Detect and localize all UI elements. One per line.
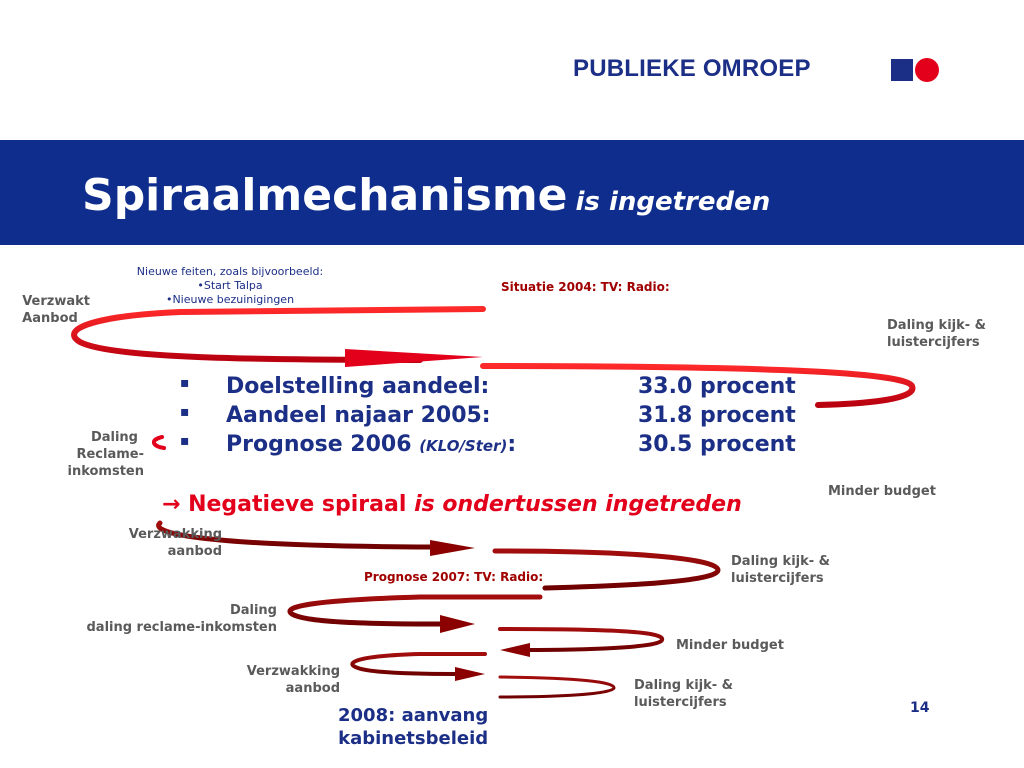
label-daling-kijk-2	[731, 553, 830, 587]
label-line: aanbod	[167, 544, 222, 559]
label-line: aanbod	[285, 681, 340, 696]
negative-italic: is ondertussen ingetreden	[414, 492, 742, 517]
label-line: Daling kijk- &	[887, 318, 987, 333]
spiral-2-arrowhead	[430, 540, 475, 556]
label-line: kabinetsbeleid	[338, 728, 489, 749]
bullet-icon: ▪	[180, 375, 190, 391]
spiral-3-arrowhead	[455, 667, 485, 681]
label-line: Daling	[90, 430, 138, 445]
kabinet-label	[338, 704, 488, 750]
label-line: luistercijfers	[887, 335, 980, 350]
bullet-value: 31.8 procent	[638, 403, 796, 428]
bullet-icon: ▪	[180, 433, 190, 449]
bullet-label-extra: (KLO/Ster)	[419, 437, 508, 455]
label-minder-budget-1: Minder budget	[828, 484, 936, 499]
label-daling-kijk-1	[887, 317, 986, 351]
bullet-row	[172, 374, 822, 403]
note-item: •Start Talpa	[197, 279, 263, 292]
bullet-label: Doelstelling aandeel:	[226, 374, 490, 399]
label-line: inkomsten	[67, 464, 144, 479]
bullet-list	[172, 374, 822, 461]
bullet-label: Aandeel najaar 2005:	[226, 403, 491, 428]
label-line: luistercijfers	[731, 571, 824, 586]
title-sub: is ingetreden	[575, 187, 771, 217]
label-line: Daling	[229, 603, 277, 618]
note-item: •Nieuwe bezuinigingen	[165, 293, 295, 306]
label-line: 2008: aanvang	[338, 705, 489, 726]
negative-text: Negatieve spiraal	[180, 492, 415, 517]
bullet-value: 30.5 procent	[638, 432, 796, 457]
label-line: Daling kijk- &	[634, 678, 734, 693]
spiral-3-arrowhead-left	[500, 643, 530, 657]
label-line: luistercijfers	[634, 695, 727, 710]
label-daling-kijk-3	[634, 677, 733, 711]
label-daling-2	[40, 602, 277, 636]
label-line: daling reclame-inkomsten	[86, 620, 277, 635]
label-line: Reclame-	[76, 447, 144, 462]
spiral-1-arrowhead	[345, 349, 483, 367]
spiral-2-arrowhead-2	[440, 615, 475, 633]
logo-text: PUBLIEKE OMROEP	[573, 55, 811, 82]
spiral-1-loop	[74, 309, 483, 360]
spiral-1-left-arc	[154, 437, 164, 448]
note-box	[120, 265, 340, 307]
bullet-value: 33.0 procent	[638, 374, 796, 399]
bullet-icon: ▪	[180, 404, 190, 420]
label-verzwakt-aanbod	[0, 293, 90, 327]
label-verzwakking-2	[210, 663, 340, 697]
page-number: 14	[910, 700, 930, 716]
label-minder-budget-2: Minder budget	[676, 638, 784, 653]
bullet-row	[172, 432, 822, 461]
label-line: Verzwakking	[128, 527, 222, 542]
negative-spiral-statement	[162, 492, 742, 517]
bullet-label-main: Prognose 2006	[226, 432, 420, 457]
label-verzwakking-1	[100, 526, 222, 560]
situatie-label: Situatie 2004: TV: Radio:	[501, 280, 670, 294]
label-line: Daling kijk- &	[731, 554, 831, 569]
bullet-row	[172, 403, 822, 432]
note-intro: Nieuwe feiten, zoals bijvoorbeeld:	[136, 265, 324, 278]
label-daling-reclame	[30, 429, 144, 480]
label-line: Verzwakking	[246, 664, 340, 679]
bullet-label	[226, 432, 516, 457]
title-main: Spiraalmechanisme	[82, 170, 568, 221]
label-line: Verzwakt	[22, 294, 90, 309]
arrow-right-icon: →	[162, 492, 181, 517]
label-line: Aanbod	[22, 311, 78, 326]
bullet-label-suffix: :	[507, 432, 517, 457]
spiral-3-tail	[500, 677, 614, 697]
spiral-2-left-loop	[290, 597, 540, 624]
prognose-label: Prognose 2007: TV: Radio:	[364, 570, 544, 584]
